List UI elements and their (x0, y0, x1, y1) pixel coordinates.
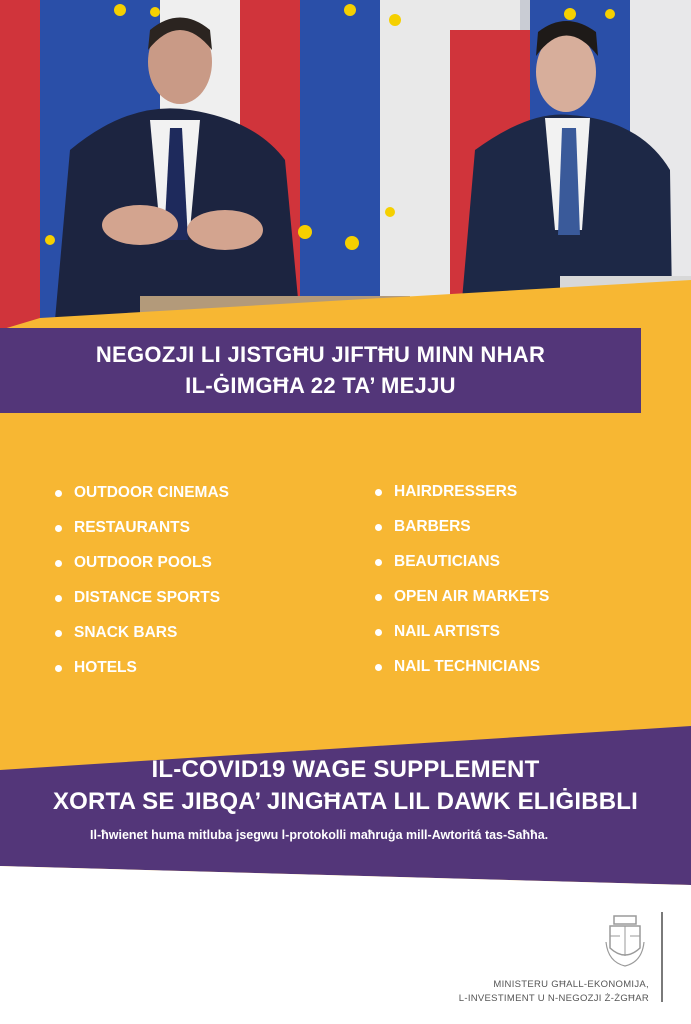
malta-crest-logo (604, 914, 646, 968)
headline-line-2: IL-ĠIMGĦA 22 TA’ MEJJU (185, 373, 456, 398)
list-item: BEAUTICIANS (374, 553, 549, 588)
list-item: BARBERS (374, 518, 549, 553)
list-item: HAIRDRESSERS (374, 483, 549, 518)
bullet-icon (375, 594, 382, 601)
list-item: OUTDOOR CINEMAS (54, 484, 229, 519)
health-protocol-note: Il-ħwienet huma mitluba jsegwu l-protokolli maħruġa mill-Awtoritá tas-Saħħa. (90, 828, 549, 842)
bullet-icon (375, 629, 382, 636)
bullet-icon (375, 489, 382, 496)
bullet-icon (55, 525, 62, 532)
bullet-icon (55, 630, 62, 637)
ministry-line-1: MINISTERU GĦALL-EKONOMIJA, (493, 979, 649, 990)
wage-supplement-line-1: IL-COVID19 WAGE SUPPLEMENT (151, 756, 540, 783)
business-list-right (374, 483, 549, 693)
list-item: RESTAURANTS (54, 519, 229, 554)
bullet-icon (55, 595, 62, 602)
list-item: SNACK BARS (54, 624, 229, 659)
list-item: OUTDOOR POOLS (54, 554, 229, 589)
headline-banner (0, 328, 641, 413)
bullet-icon (55, 665, 62, 672)
headline-line-1: NEGOZJI LI JISTGĦU JIFTĦU MINN NHAR (95, 342, 546, 367)
list-item: DISTANCE SPORTS (54, 589, 229, 624)
wage-supplement-line-2: XORTA SE JIBQA’ JINGĦATA LIL DAWK ELIĠIBBLI (52, 788, 639, 815)
list-item: HOTELS (54, 659, 229, 694)
ministry-name (459, 978, 649, 1006)
list-item: NAIL TECHNICIANS (374, 658, 549, 693)
bullet-icon (375, 524, 382, 531)
bullet-icon (55, 490, 62, 497)
bullet-icon (375, 559, 382, 566)
ministry-divider (661, 912, 663, 1002)
ministry-line-2: L-INVESTIMENT U N-NEGOZJI Ż-ŻGĦAR (458, 993, 649, 1004)
bullet-icon (375, 664, 382, 671)
business-list-left (54, 484, 229, 694)
list-item: NAIL ARTISTS (374, 623, 549, 658)
bullet-icon (55, 560, 62, 567)
list-item: OPEN AIR MARKETS (374, 588, 549, 623)
